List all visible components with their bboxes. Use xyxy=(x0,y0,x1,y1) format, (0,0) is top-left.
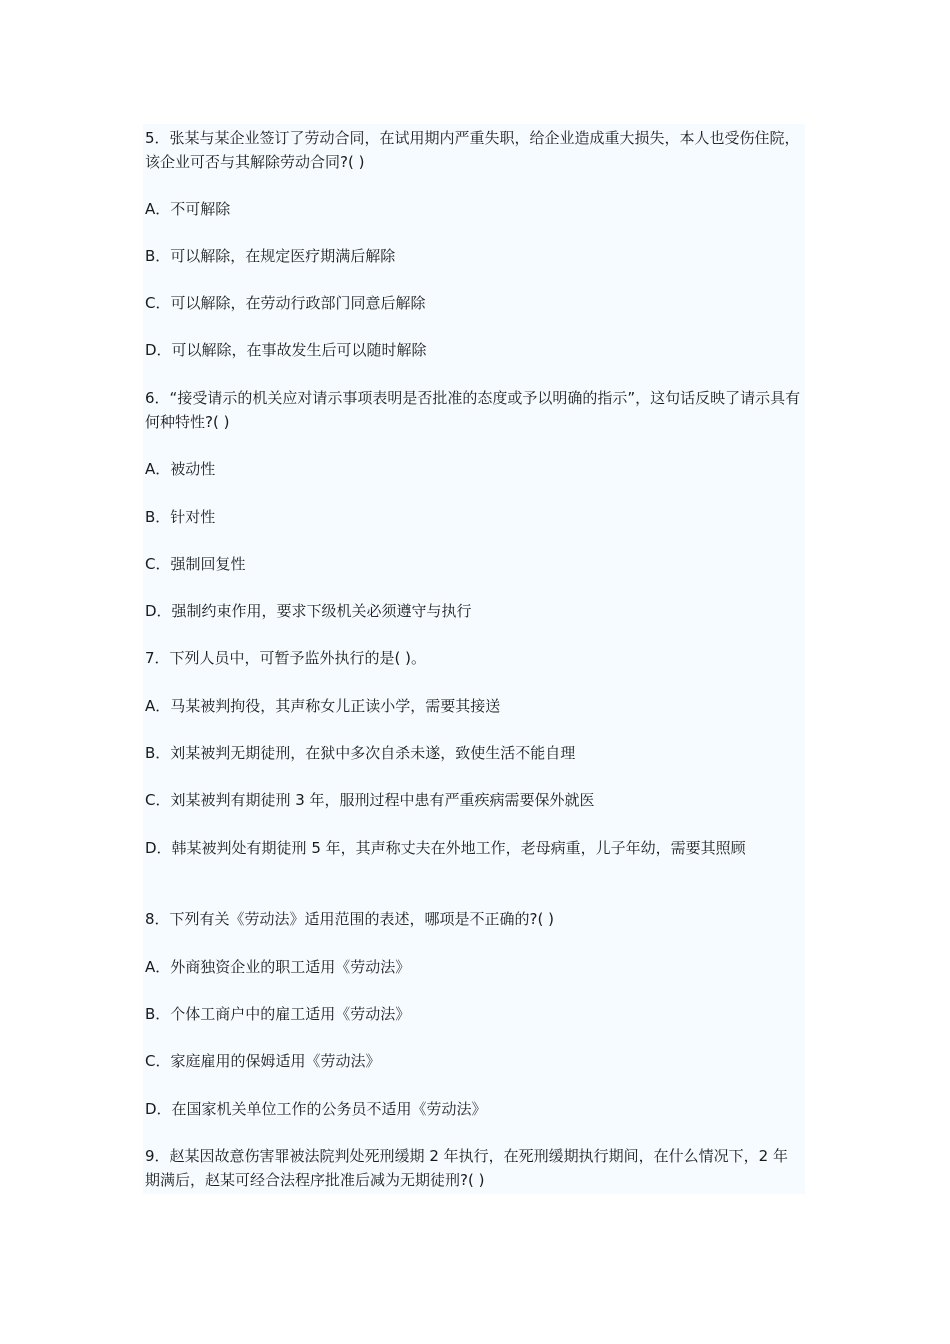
question-6-option-d: D．强制约束作用，要求下级机关必须遵守与执行 xyxy=(145,602,472,620)
question-8-option-d: D．在国家机关单位工作的公务员不适用《劳动法》 xyxy=(145,1100,487,1118)
question-6: 6．“接受请示的机关应对请示事项表明是否批准的态度或予以明确的指示”，这句话反映了请示具有何种特性?( ) xyxy=(145,389,801,431)
question-5-option-b: B．可以解除，在规定医疗期满后解除 xyxy=(145,247,396,265)
question-8-option-b: B．个体工商户中的雇工适用《劳动法》 xyxy=(145,1005,411,1023)
document-body xyxy=(143,124,805,1194)
question-9: 9．赵某因故意伤害罪被法院判处死刑缓期 2 年执行，在死刑缓期执行期间，在什么情况下，2 年期满后，赵某可经合法程序批准后减为无期徒刑?( ) xyxy=(145,1147,788,1189)
question-8-option-a: A．外商独资企业的职工适用《劳动法》 xyxy=(145,958,411,976)
question-7-option-b: B．刘某被判无期徒刑，在狱中多次自杀未遂，致使生活不能自理 xyxy=(145,744,576,762)
question-7-option-c: C．刘某被判有期徒刑 3 年，服刑过程中患有严重疾病需要保外就医 xyxy=(145,791,595,809)
question-5-option-a: A．不可解除 xyxy=(145,200,231,218)
question-6-option-b: B．针对性 xyxy=(145,508,216,526)
question-6-option-a: A．被动性 xyxy=(145,460,216,478)
question-7: 7．下列人员中，可暂予监外执行的是( )。 xyxy=(145,649,427,667)
question-7-option-d: D．韩某被判处有期徒刑 5 年，其声称丈夫在外地工作，老母病重，儿子年幼，需要其照顾 xyxy=(145,839,746,857)
question-8: 8．下列有关《劳动法》适用范围的表述，哪项是不正确的?( ) xyxy=(145,910,554,928)
question-5-option-c: C．可以解除，在劳动行政部门同意后解除 xyxy=(145,294,426,312)
question-7-option-a: A．马某被判拘役，其声称女儿正读小学，需要其接送 xyxy=(145,697,501,715)
question-6-option-c: C．强制回复性 xyxy=(145,555,246,573)
question-8-option-c: C．家庭雇用的保姆适用《劳动法》 xyxy=(145,1052,381,1070)
question-5-option-d: D．可以解除，在事故发生后可以随时解除 xyxy=(145,341,427,359)
question-5: 5．张某与某企业签订了劳动合同，在试用期内严重失职，给企业造成重大损失，本人也受伤住院，该企业可否与其解除劳动合同?( ) xyxy=(145,129,800,171)
